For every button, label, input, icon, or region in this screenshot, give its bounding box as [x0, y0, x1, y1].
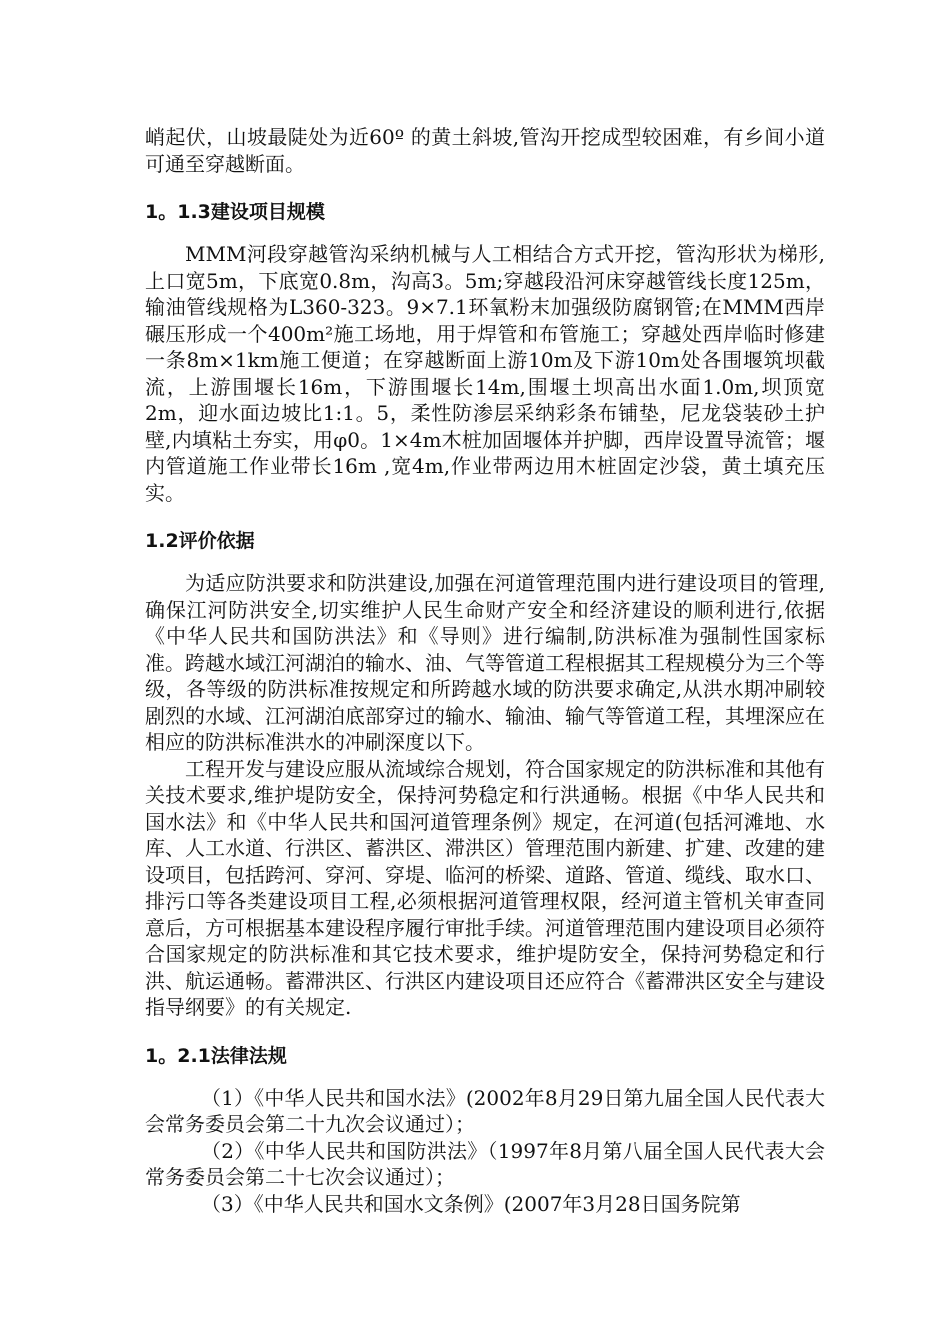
law-list-item: （3）《中华人民共和国水文条例》(2007年3月28日国务院第 — [201, 1191, 741, 1216]
paragraph-evaluation-basis-2: 工程开发与建设应服从流域综合规划，符合国家规定的防洪标准和其他有关技术要求,维护堤防安全，保持河势稳定和行洪通畅。根据《中华人民共和国水法》和《中华人民共和国河道管理条例》规定，在河道(包括河滩地、水库、人工水道、行洪区、蓄洪区、滞洪区）管理范围内新建、扩建、改建的建设项目，包括跨河、穿河、穿堤、临河的桥梁、道路、管道、缆线、取水口、排污口等各类建设项目工程,必须根据河道管理权限，经河道主管机关审查同意后，方可根据基本建设程序履行审批手续。河道管理范围内建设项目必须符合国家规定的防洪标准和其它技术要求，维护堤防安全，保持河势稳定和行洪、航运通畅。蓄滞洪区、行洪区内建设项目还应符合《蓄滞洪区安全与建设指导纲要》的有关规定. — [145, 756, 825, 1019]
document-page — [145, 124, 825, 1217]
heading-1-2-1: 1。2.1法律法规 — [145, 1044, 287, 1067]
law-list — [145, 1085, 825, 1218]
paragraph-evaluation-basis-1: 为适应防洪要求和防洪建设,加强在河道管理范围内进行建设项目的管理,确保江河防洪安全,切实维护人民生命财产安全和经济建设的顺利进行,依据《中华人民共和国防洪法》和《导则》进行编制,防洪标准为强制性国家标准。跨越水域江河湖泊的输水、油、气等管道工程根据其工程规模分为三个等级，各等级的防洪标准按规定和所跨越水域的防洪要求确定,从洪水期冲刷较剧烈的水域、江河湖泊底部穿过的输水、输油、输气等管道工程，其埋深应在相应的防洪标准洪水的冲刷深度以下。 — [145, 571, 825, 754]
paragraph-intro: 峭起伏，山坡最陡处为近60º 的黄土斜坡,管沟开挖成型较困难，有乡间小道可通至穿越断面。 — [145, 125, 825, 176]
law-list-item: （1）《中华人民共和国水法》(2002年8月29日第九届全国人民代表大会常务委员会第二十九次会议通过）； — [145, 1085, 825, 1136]
paragraph-project-scale: MMM河段穿越管沟采纳机械与人工相结合方式开挖，管沟形状为梯形,上口宽5m，下底宽0.8m，沟高3。5m;穿越段沿河床穿越管线长度125m，输油管线规格为L360-323。9×7.1环氧粉末加强级防腐钢管;在MMM西岸碾压形成一个400m²施工场地，用于焊管和布管施工；穿越处西岸临时修建一条8m×1km施工便道；在穿越断面上游10m及下游10m处各围堰筑坝截流，上游围堰长16m，下游围堰长14m,围堰土坝高出水面1.0m,坝顶宽2m，迎水面边坡比1:1。5，柔性防渗层采纳彩条布铺垫，尼龙袋装砂土护壁,内填粘土夯实，用φ0。1×4m木桩加固堰体并护脚，西岸设置导流管；堰内管道施工作业带长16m ,宽4m,作业带两边用木桩固定沙袋，黄土填充压实。 — [145, 242, 825, 505]
heading-1-1-3: 1。1.3建设项目规模 — [145, 201, 325, 223]
heading-1-2: 1.2评价依据 — [145, 530, 255, 552]
law-list-item: （2）《中华人民共和国防洪法》（1997年8月第八届全国人民代表大会常务委员会第二十七次会议通过）； — [145, 1138, 825, 1189]
